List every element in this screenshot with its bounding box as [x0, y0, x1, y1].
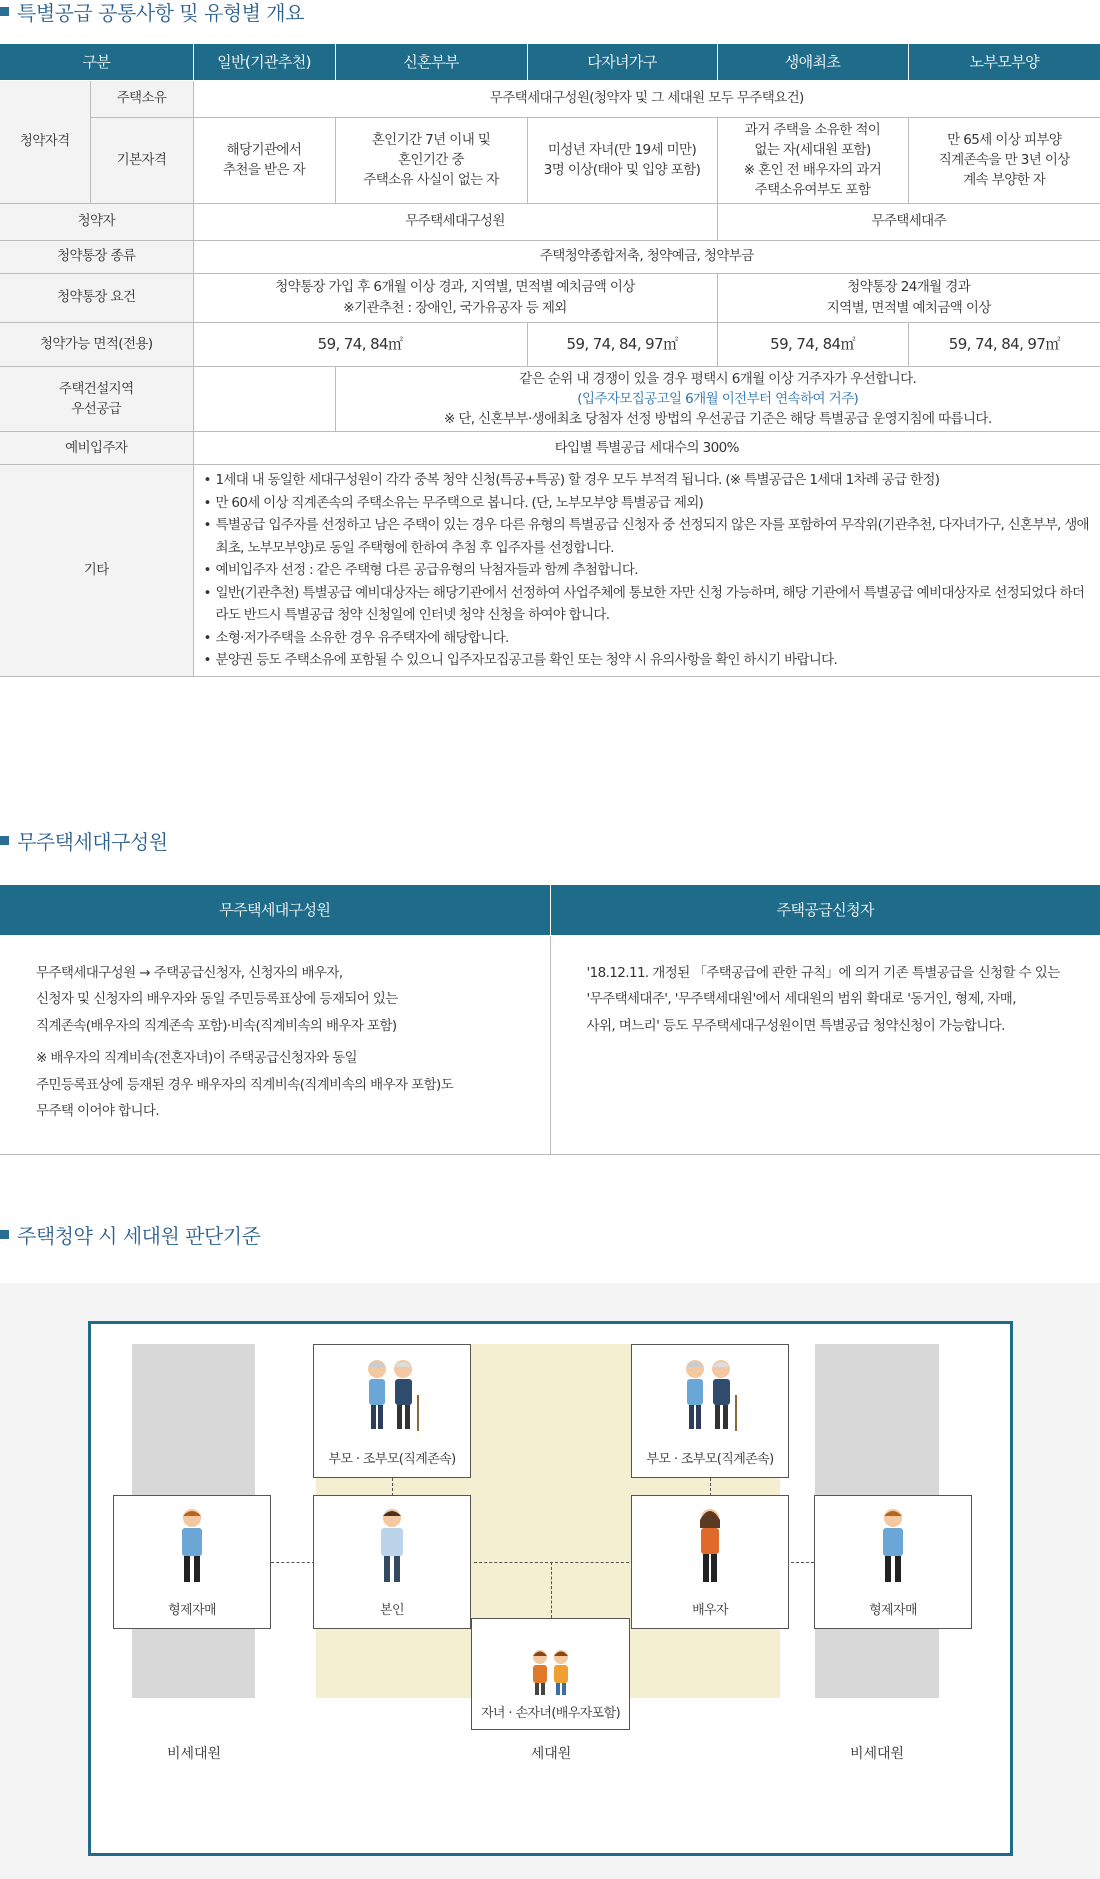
applicant-rule-text: '18.12.11. 개정된 「주택공급에 관한 규칙」에 의거 기존 특별공급을 신청할 수 있는 '무주택세대주', '무주택세대원'에서 세대원의 범위 확대로 '동거인, 형제, 자매, 사위, 며느리' 등도 무주택세대구성원이면 특별공급 청약신청이 가능합니다. — [586, 964, 1060, 1034]
header-newlywed: 신혼부부 — [335, 44, 527, 80]
header-multichild: 다자녀가구 — [527, 44, 717, 80]
box-label: 부모 · 조부모(직계존속) — [646, 1452, 774, 1467]
self-box — [313, 1495, 471, 1629]
special-supply-table — [0, 44, 1100, 677]
applicant-value-2: 무주택세대주 — [717, 203, 1100, 240]
non-member-label-left: 비세대원 — [166, 1746, 222, 1762]
connector-line — [271, 1562, 315, 1563]
homeless-definition: 무주택세대구성원 → 주택공급신청자, 신청자의 배우자, 신청자 및 신청자의 배우자와 동일 주민등록표상에 등재되어 있는 직계존속(배우자의 직계존속 포함)·비속(직계비속의 배우자 포함) — [36, 964, 398, 1034]
sibling-left-box — [113, 1495, 271, 1629]
header-general: 일반(기관추천) — [193, 44, 335, 80]
header-applicant: 주택공급신청자 — [550, 885, 1100, 935]
house-ownership-value: 무주택세대구성원(청약자 및 그 세대원 모두 무주택요건) — [193, 80, 1100, 117]
header-category: 구분 — [0, 44, 193, 80]
priority-empty-cell — [193, 366, 335, 432]
box-label: 형제자매 — [168, 1603, 216, 1618]
section-title: 특별공급 공통사항 및 유형별 개요 — [17, 0, 304, 25]
etc-note-item: • 분양권 등도 주택소유에 포함될 수 있으니 입주자모집공고를 확인 또는 청약 시 유의사항을 확인 하시기 바랍니다. — [204, 649, 1091, 672]
account-type-value: 주택청약종합저축, 청약예금, 청약부금 — [193, 240, 1100, 273]
area-value-2: 59, 74, 84, 97㎡ — [527, 322, 717, 366]
connector-line — [392, 1478, 393, 1496]
household-diagram — [0, 1283, 1100, 1879]
basic-qualification-label: 기본자격 — [90, 117, 193, 203]
applicant-value-1: 무주택세대구성원 — [193, 203, 717, 240]
member-label: 세대원 — [530, 1746, 572, 1762]
etc-note-item: • 소형·저가주택을 소유한 경우 유주택자에 해당합니다. — [204, 627, 1091, 650]
basic-general: 해당기관에서 추천을 받은 자 — [193, 117, 335, 203]
qualification-label: 청약자격 — [0, 80, 90, 203]
spouse-person-icon — [690, 1506, 730, 1586]
section-title: 무주택세대구성원 — [17, 829, 168, 854]
section-title: 주택청약 시 세대원 판단기준 — [17, 1223, 261, 1248]
connector-line — [786, 1562, 814, 1563]
house-ownership-label: 주택소유 — [90, 80, 193, 117]
etc-note-item: • 만 60세 이상 직계존속의 주택소유는 무주택으로 봅니다. (단, 노부모부양 특별공급 제외) — [204, 492, 1091, 515]
priority-line-3: ※ 단, 신혼부부·생애최초 당첨자 선정 방법의 우선공급 기준은 해당 특별공급 운영지침에 따릅니다. — [443, 411, 992, 427]
etc-note-item: • 1세대 내 동일한 세대구성원이 각각 중복 청약 신청(특공+특공) 할 경우 모두 부적격 됩니다. (※ 특별공급은 1세대 1차례 공급 한정) — [204, 469, 1091, 492]
applicant-label: 청약자 — [0, 203, 193, 240]
account-requirement-value-1: 청약통장 가입 후 6개월 이상 경과, 지역별, 면적별 예치금액 이상 ※기관추천 : 장애인, 국가유공자 등 제외 — [193, 273, 717, 322]
reserve-label: 예비입주자 — [0, 432, 193, 465]
parents-right-box — [631, 1344, 789, 1478]
area-label: 청약가능 면적(전용) — [0, 322, 193, 366]
section-marker-icon — [0, 7, 9, 16]
etc-notes-list — [194, 465, 1100, 676]
priority-line-2: (입주자모집공고일 6개월 이전부터 연속하여 거주) — [577, 390, 859, 407]
children-box — [471, 1618, 630, 1730]
sibling-person-icon — [873, 1506, 913, 1586]
section-marker-icon — [0, 836, 9, 845]
section-marker-icon — [0, 1230, 9, 1239]
basic-multichild: 미성년 자녀(만 19세 미만) 3명 이상(태아 및 입양 포함) — [527, 117, 717, 203]
etc-label: 기타 — [0, 465, 193, 677]
priority-line-1: 같은 순위 내 경쟁이 있을 경우 평택시 6개월 이상 거주자가 우선합니다. — [519, 370, 917, 387]
sibling-right-box — [814, 1495, 972, 1629]
area-value-3: 59, 74, 84㎡ — [717, 322, 908, 366]
non-member-label-right: 비세대원 — [849, 1746, 905, 1762]
homeless-note: ※ 배우자의 직계비속(전혼자녀)이 주택공급신청자와 동일 주민등록표상에 등재된 경우 배우자의 직계비속(직계비속의 배우자 포함)도 무주택 이어야 합니다. — [36, 1050, 454, 1119]
spouse-box — [631, 1495, 789, 1629]
box-label: 배우자 — [692, 1603, 728, 1618]
box-label: 형제자매 — [869, 1603, 917, 1618]
box-label: 부모 · 조부모(직계존속) — [328, 1452, 456, 1467]
grandparents-icon — [675, 1355, 745, 1435]
self-person-icon — [372, 1506, 412, 1586]
parents-left-box — [313, 1344, 471, 1478]
header-firsttime: 생애최초 — [717, 44, 908, 80]
account-requirement-value-2: 청약통장 24개월 경과 지역별, 면적별 예치금액 이상 — [717, 273, 1100, 322]
reserve-value: 타입별 특별공급 세대수의 300% — [193, 432, 1100, 465]
account-type-label: 청약통장 종류 — [0, 240, 193, 273]
box-label: 자녀 · 손자녀(배우자포함) — [480, 1706, 621, 1721]
header-homeless-member: 무주택세대구성원 — [0, 885, 550, 935]
diagram-frame — [88, 1321, 1013, 1856]
basic-newlywed: 혼인기간 7년 이내 및 혼인기간 중 주택소유 사실이 없는 자 — [335, 117, 527, 203]
sibling-person-icon — [172, 1506, 212, 1586]
area-value-1: 59, 74, 84㎡ — [193, 322, 527, 366]
grandparents-icon — [357, 1355, 427, 1435]
basic-firsttime: 과거 주택을 소유한 적이 없는 자(세대원 포함) ※ 혼인 전 배우자의 과거 주택소유여부도 포함 — [717, 117, 908, 203]
header-elderly: 노부모부양 — [908, 44, 1100, 80]
homeless-member-table — [0, 885, 1100, 1155]
etc-note-item: • 일반(기관추천) 특별공급 예비대상자는 해당기관에서 선정하여 사업주체에 통보한 자만 신청 가능하며, 해당 기관에서 특별공급 예비대상자로 선정되었다 하더라도 반드시 특별공급 청약 신청일에 인터넷 청약 신청을 하여야 합니다. — [204, 582, 1091, 627]
basic-elderly: 만 65세 이상 피부양 직계존속을 만 3년 이상 계속 부양한 자 — [908, 117, 1100, 203]
etc-note-item: • 특별공급 입주자를 선정하고 남은 주택이 있는 경우 다른 유형의 특별공급 신청자 중 선정되지 않은 자를 포함하여 무작위(기관추천, 다자녀가구, 신혼부부, 생애최초, 노부모부양)로 동일 주택형에 한하여 추첨 후 입주자를 선정합니다. — [204, 514, 1091, 559]
box-label: 본인 — [380, 1603, 404, 1618]
children-icon — [526, 1647, 576, 1697]
etc-note-item: • 예비입주자 선정 : 같은 주택형 다른 공급유형의 낙첨자들과 함께 추첨합니다. — [204, 559, 1091, 582]
area-value-4: 59, 74, 84, 97㎡ — [908, 322, 1100, 366]
connector-line — [551, 1562, 552, 1618]
priority-label: 주택건설지역 우선공급 — [0, 366, 193, 432]
connector-line — [710, 1478, 711, 1496]
account-requirement-label: 청약통장 요건 — [0, 273, 193, 322]
